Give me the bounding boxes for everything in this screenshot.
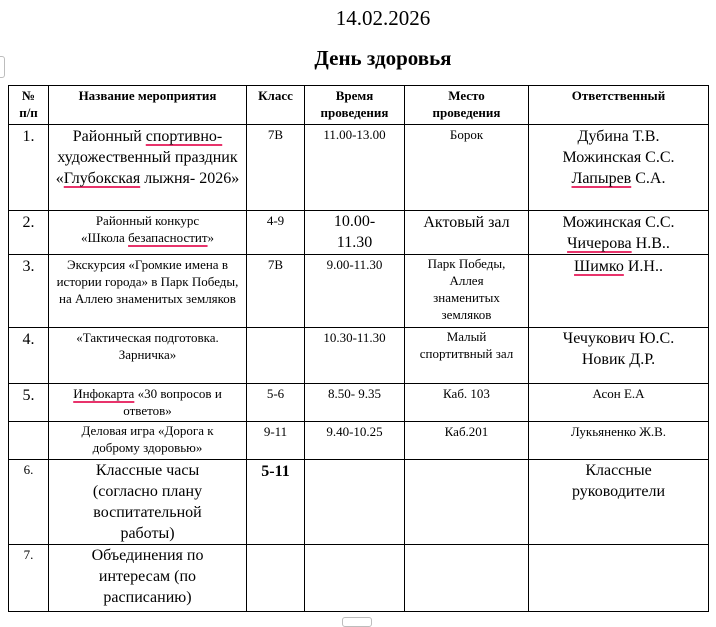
event-place: Борок [405,125,529,211]
event-name: Экскурсия «Громкие имена в истории города» в Парк Победы, на Аллею знаменитых земляков [49,255,247,328]
event-class: 4-9 [247,211,305,255]
event-place: Парк Победы, Аллея знаменитых земляков [405,255,529,328]
row-number [9,422,49,460]
table-row [9,422,709,460]
header-event-name: Название мероприятия [49,86,247,125]
row-number: 3. [9,255,49,328]
event-place [405,545,529,612]
document-title: День здоровья [314,46,452,70]
event-class: 7В [247,255,305,328]
event-time: 10.00-11.30 [305,211,405,255]
document-date: 14.02.2026 [335,6,431,30]
event-class: 9-11 [247,422,305,460]
event-place: Малый спортитвный зал [405,328,529,384]
event-time: 9.00-11.30 [305,255,405,328]
header-number: № п/п [9,86,49,125]
event-time: 9.40-10.25 [305,422,405,460]
event-responsible: Асон Е.А [529,384,709,422]
event-responsible: Можинская С.С. Чичерова Н.В.. [529,211,709,255]
event-place: Актовый зал [405,211,529,255]
row-number: 2. [9,211,49,255]
event-name: Объединения по интересам (по расписанию) [49,545,247,612]
event-responsible: Шимко И.Н.. [529,255,709,328]
header-place: Место проведения [405,86,529,125]
table-row [9,328,709,384]
event-responsible: Дубина Т.В. Можинская С.С. Лапырев С.А. [529,125,709,211]
row-number: 1. [9,125,49,211]
event-responsible: Лукьяненко Ж.В. [529,422,709,460]
event-class: 7В [247,125,305,211]
header-class: Класс [247,86,305,125]
table-row [9,384,709,422]
event-class: 5-11 [247,460,305,545]
event-name: Районный спортивно- художественный праздник «Глубокская лыжня- 2026» [49,125,247,211]
table-row [9,460,709,545]
event-responsible: Классные руководители [529,460,709,545]
event-time: 8.50- 9.35 [305,384,405,422]
table-header-row [9,86,709,125]
table-row [9,211,709,255]
header-responsible: Ответственный [529,86,709,125]
row-number: 7. [9,545,49,612]
event-time: 11.00-13.00 [305,125,405,211]
event-name: Классные часы (согласно плану воспитательной работы) [49,460,247,545]
header-time: Время проведения [305,86,405,125]
event-class: 5-6 [247,384,305,422]
event-name: «Тактическая подготовка. Зарничка» [49,328,247,384]
event-responsible: Чечукович Ю.С. Новик Д.Р. [529,328,709,384]
table-row [9,125,709,211]
event-time: 10.30-11.30 [305,328,405,384]
event-place: Каб. 103 [405,384,529,422]
table-row [9,255,709,328]
event-name: Районный конкурс «Школа безапасностит» [49,211,247,255]
event-class [247,328,305,384]
event-time [305,460,405,545]
table-row [9,545,709,612]
row-number: 5. [9,384,49,422]
event-class [247,545,305,612]
event-place [405,460,529,545]
row-number: 6. [9,460,49,545]
event-name: Инфокарта «30 вопросов и ответов» [49,384,247,422]
event-responsible [529,545,709,612]
schedule-table [8,85,709,612]
event-place: Каб.201 [405,422,529,460]
event-time [305,545,405,612]
event-name: Деловая игра «Дорога к доброму здоровью» [49,422,247,460]
row-number: 4. [9,328,49,384]
